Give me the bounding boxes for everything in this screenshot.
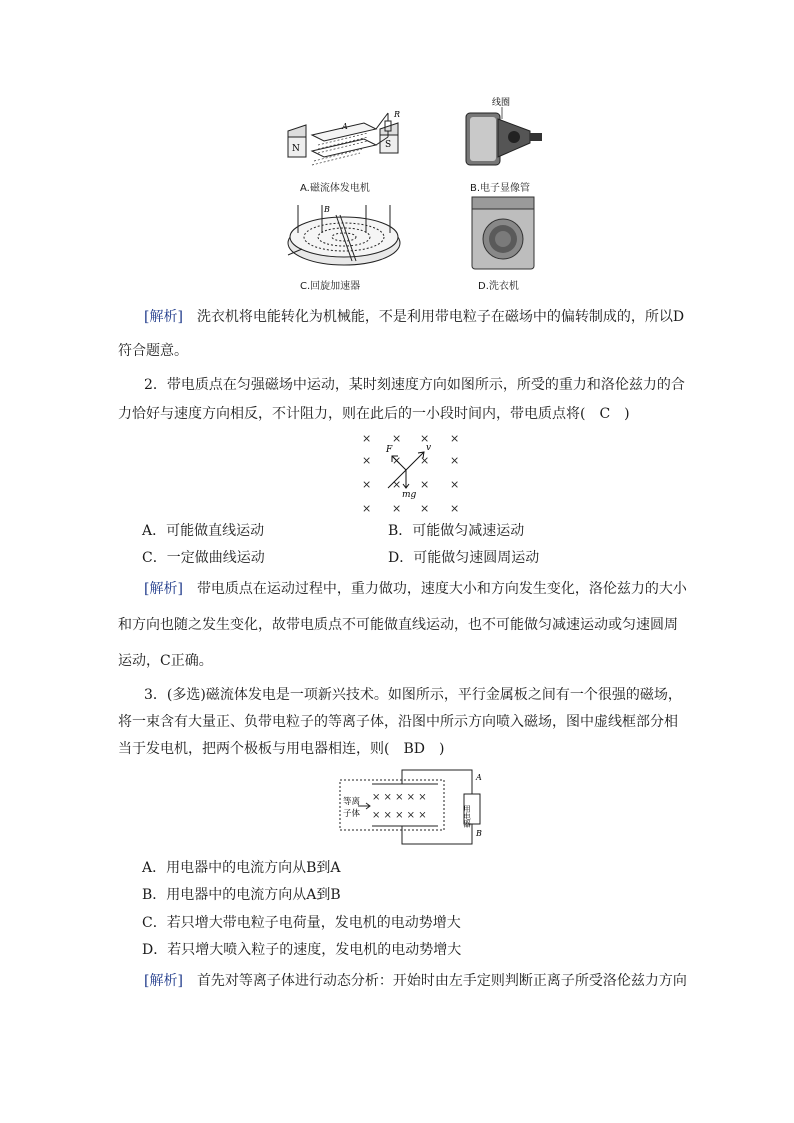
- q2-figure-magnetic-field: [358, 430, 468, 518]
- q2-option-d: D．可能做匀速圆周运动: [388, 550, 540, 566]
- q3-figure-mhd-circuit: [336, 766, 488, 850]
- label-a: A: [342, 122, 348, 131]
- figure-apparatus: [270, 95, 560, 295]
- q3-analysis-line1: [144, 970, 714, 992]
- q3-option-a: A．用电器中的电流方向从B到A: [142, 860, 341, 876]
- analysis-tag: [解析]: [144, 309, 183, 325]
- label-terminal-a: A: [476, 773, 482, 782]
- svg-text:×: ×: [392, 432, 402, 445]
- q3-stem-line3: 当于发电机，把两个极板与用电器相连，则( BD ): [118, 741, 445, 757]
- svg-text:×: ×: [420, 502, 430, 515]
- label-n: N: [292, 144, 300, 154]
- q3-option-b: B．用电器中的电流方向从A到B: [142, 887, 341, 903]
- cyclotron-drawing: [284, 203, 404, 273]
- svg-text:×: ×: [420, 432, 430, 445]
- analysis-text: 带电质点在运动过程中，重力做功，速度大小和方向发生变化，洛伦兹力的大小: [196, 581, 687, 597]
- q2-option-c: C．一定做曲线运动: [142, 550, 265, 566]
- svg-text:×: ×: [450, 454, 460, 467]
- caption-d: D.洗衣机: [478, 281, 519, 292]
- svg-text:×: ×: [450, 478, 460, 491]
- analysis-text: 洗衣机将电能转化为机械能，不是利用带电粒子在磁场中的偏转制成的，所以D: [196, 309, 685, 325]
- label-gravity-mg: mg: [402, 490, 417, 500]
- analysis-text: 首先对等离子体进行动态分析：开始时由左手定则判断正离子所受洛伦兹力方向: [196, 973, 687, 989]
- q2-option-b: B．可能做匀减速运动: [388, 523, 525, 539]
- svg-text:×: ×: [420, 478, 430, 491]
- label-s: S: [385, 140, 392, 150]
- label-velocity-v: v: [426, 443, 432, 453]
- label-device: 用电器: [462, 805, 472, 828]
- q2-analysis-line1: [144, 578, 714, 600]
- mhd-generator-drawing: [284, 107, 404, 175]
- label-b: B: [324, 205, 330, 214]
- label-r: R: [394, 110, 401, 119]
- analysis-tag: [解析]: [144, 581, 183, 597]
- caption-c: C.回旋加速器: [300, 281, 361, 292]
- svg-text:×: ×: [362, 502, 372, 515]
- svg-text:×: ×: [420, 454, 430, 467]
- q2-option-a: A．可能做直线运动: [142, 523, 265, 539]
- label-force-f: F: [386, 445, 393, 455]
- q1-analysis-line1: [144, 306, 714, 328]
- q3-option-d: D．若只增大喷入粒子的速度，发电机的电动势增大: [142, 942, 462, 958]
- q1-analysis-line2: 符合题意。: [118, 343, 188, 359]
- svg-text:×: ×: [392, 502, 402, 515]
- analysis-tag: [解析]: [144, 973, 183, 989]
- svg-text:×: ×: [362, 454, 372, 467]
- q2-stem-line2: 力恰好与速度方向相反，不计阻力，则在此后的一小段时间内，带电质点将( C ): [118, 406, 630, 422]
- q2-analysis-line2: 和方向也随之发生变化，故带电质点不可能做直线运动，也不可能做匀减速运动或匀速圆周: [118, 617, 678, 633]
- svg-text:×: ×: [362, 432, 372, 445]
- q3-stem-line1: 3．(多选)磁流体发电是一项新兴技术。如图所示，平行金属板之间有一个很强的磁场，: [144, 687, 682, 703]
- svg-text:× × × × ×: × × × × ×: [372, 810, 427, 821]
- washing-machine-drawing: [470, 195, 536, 271]
- label-terminal-b: B: [476, 829, 482, 838]
- q2-analysis-line3: 运动，C正确。: [118, 653, 213, 669]
- q2-stem-line1: 2．带电质点在匀强磁场中运动，某时刻速度方向如图所示，所受的重力和洛伦兹力的合: [144, 377, 685, 393]
- label-plasma-1: 等离: [343, 797, 361, 807]
- svg-text:× × × × ×: × × × × ×: [372, 792, 427, 803]
- q3-option-c: C．若只增大带电粒子电荷量，发电机的电动势增大: [142, 915, 461, 931]
- label-plasma-2: 子体: [343, 809, 361, 819]
- crt-drawing: [458, 95, 548, 171]
- q3-stem-line2: 将一束含有大量正、负带电粒子的等离子体，沿图中所示方向喷入磁场，图中虚线框部分相: [118, 714, 678, 730]
- svg-text:×: ×: [362, 478, 372, 491]
- caption-b: B.电子显像管: [470, 183, 531, 194]
- caption-a: A.磁流体发电机: [300, 183, 370, 194]
- svg-text:×: ×: [392, 454, 402, 467]
- label-coil: 线圈: [492, 98, 511, 108]
- svg-text:×: ×: [450, 502, 460, 515]
- svg-text:×: ×: [392, 478, 402, 491]
- svg-text:×: ×: [450, 432, 460, 445]
